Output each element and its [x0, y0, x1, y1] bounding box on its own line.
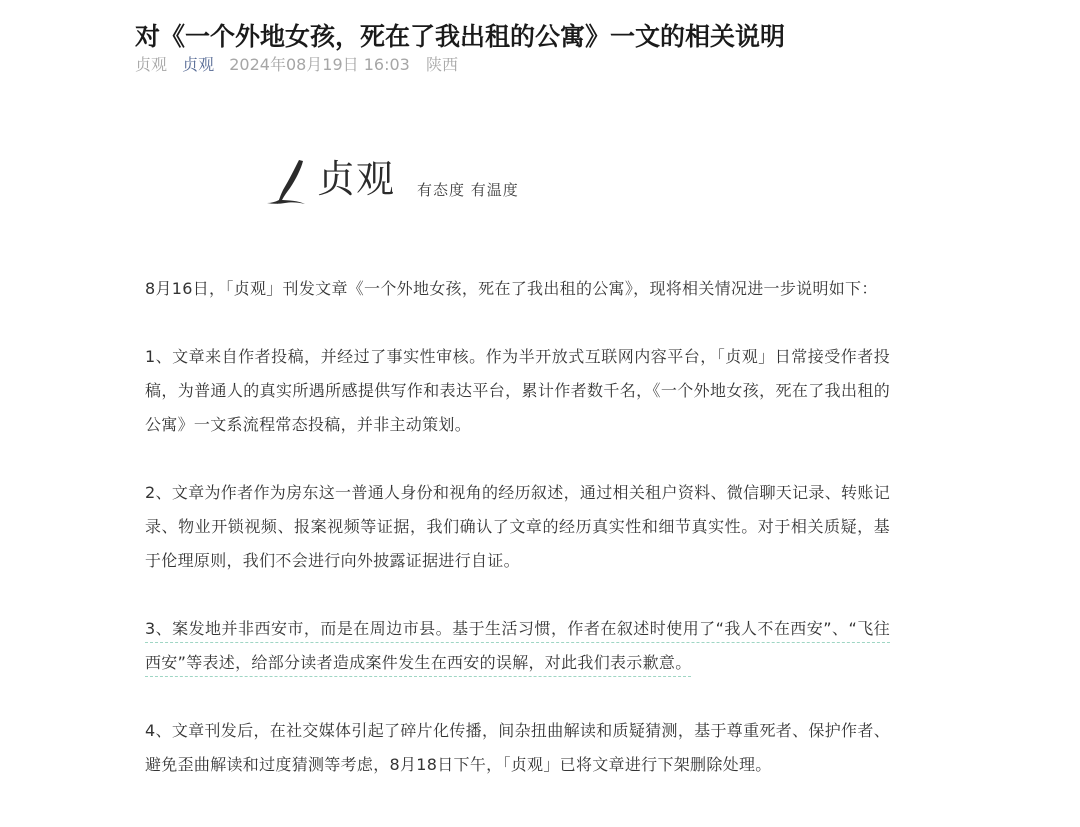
paragraph-1: 1、文章来自作者投稿，并经过了事实性审核。作为半开放式互联网内容平台，「贞观」日常接受作者投稿，为普通人的真实所遇所感提供写作和表达平台，累计作者数千名，《一个外地女孩，死在了我出租的公寓》一文系流程常态投稿，并非主动策划。	[145, 347, 890, 434]
paragraph-4: 4、文章刊发后，在社交媒体引起了碎片化传播，间杂扭曲解读和质疑猜测，基于尊重死者、保护作者、避免歪曲解读和过度猜测等考虑，8月18日下午，「贞观」已将文章进行下架删除处理。	[145, 721, 890, 774]
publish-date: 2024年08月19日 16:03	[229, 55, 410, 74]
article-meta	[135, 53, 468, 77]
brand-logo	[265, 150, 545, 210]
paragraph-3-highlighted: 3、案发地并非西安市，而是在周边市县。基于生活习惯，作者在叙述时使用了“我人不在西安”、“飞往西安”等表述，给部分读者造成案件发生在西安的误解，对此我们表示歉意。	[145, 619, 890, 672]
publish-location: 陕西	[425, 55, 458, 74]
brand-slogan: 有态度 有温度	[417, 181, 519, 199]
account-link[interactable]: 贞观	[182, 55, 215, 74]
article-body	[145, 272, 890, 816]
brush-pen-icon	[265, 158, 311, 206]
paragraph-2: 2、文章为作者作为房东这一普通人身份和视角的经历叙述，通过相关租户资料、微信聊天记录、转账记录、物业开锁视频、报案视频等证据，我们确认了文章的经历真实性和细节真实性。对于相关质疑，基于伦理原则，我们不会进行向外披露证据进行自证。	[145, 483, 890, 570]
author-name: 贞观	[135, 55, 168, 74]
article-title: 对《一个外地女孩，死在了我出租的公寓》一文的相关说明	[135, 21, 786, 51]
brand-name: 贞观	[317, 157, 396, 201]
paragraph-intro: 8月16日，「贞观」刊发文章《一个外地女孩，死在了我出租的公寓》，现将相关情况进一步说明如下：	[145, 279, 878, 298]
